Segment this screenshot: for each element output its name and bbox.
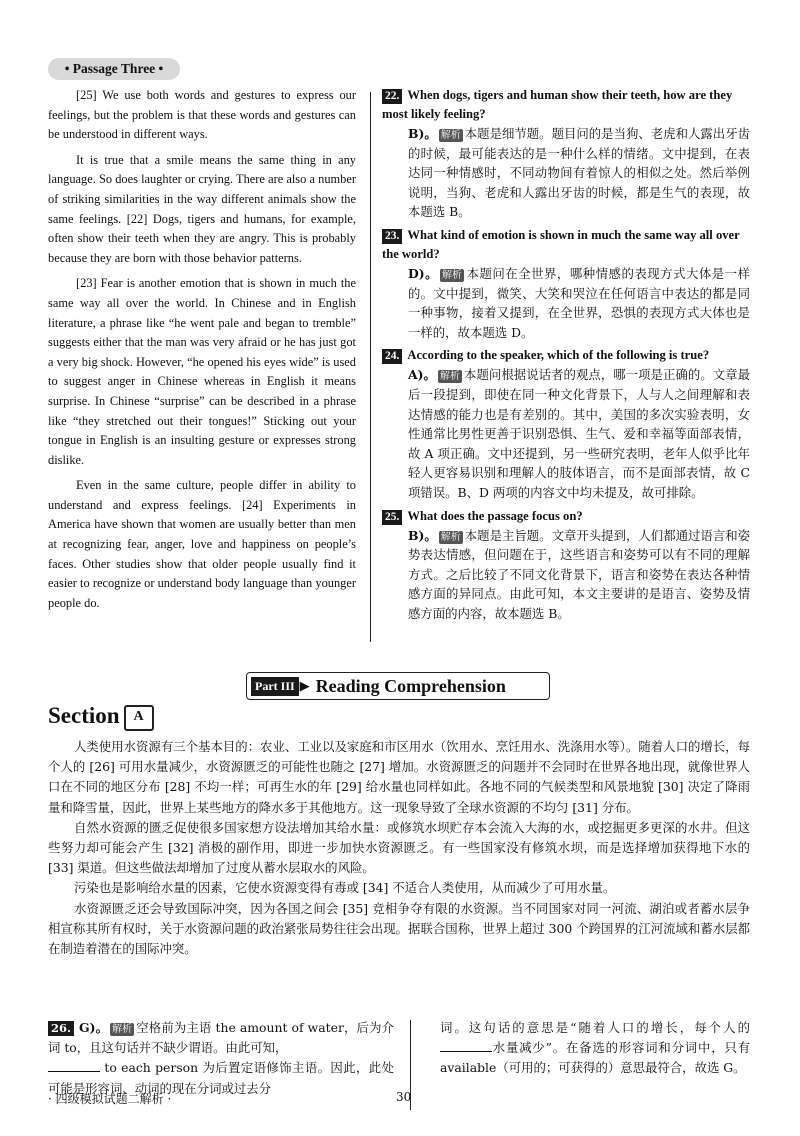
question-heading <box>382 346 750 365</box>
arrow-right-icon: ▶ <box>299 678 310 694</box>
question-heading <box>382 507 750 526</box>
question-text: According to the speaker, which of the following is true? <box>407 348 710 363</box>
passage-text <box>48 86 356 619</box>
explanation-text: 词。这句话的意思是“随着人口的增长，每个人的 <box>440 1020 750 1035</box>
answer-blank <box>440 1039 492 1052</box>
passage-tag: • Passage Three • <box>48 58 180 80</box>
question-text: When dogs, tigers and human show their teeth, how are they most likely feeling? <box>382 88 733 121</box>
explanation-text: 空格前为主语 the amount of water，后为介词 to，且这句话并不缺少谓语。由此可知， <box>48 1020 394 1056</box>
section-paragraph: 水资源匮乏还会导致国际冲突，因为各国之间会 [35] 竞相争夺有限的水资源。当不同国家对同一河流、湖泊或者蓄水层争相宣称其所有权时，关于水资源问题的政治紧张局势往往会出现。据联合国称，世界上超过 300 个跨国界的江河流域和蓄水层都在制造着潜在的国际冲突。 <box>48 900 750 957</box>
answer-letter: A)。 <box>408 367 436 383</box>
analysis-tag: 解析 <box>439 371 460 383</box>
answer-letter: B)。 <box>408 126 437 141</box>
part-title: Reading Comprehension <box>315 675 506 696</box>
footer-title: · 四级模拟试题二解析 · <box>48 1092 172 1106</box>
answer-explanation <box>382 124 750 222</box>
answer-letter: G)。 <box>79 1020 109 1035</box>
question-number: 26. <box>48 1021 74 1036</box>
answer-letter: B)。 <box>408 527 437 543</box>
passage-paragraph: Even in the same culture, people differ in ability to understand and express feelings. [24] Experiments in America have shown that women are usually better than men at recognizing fear, anger, love and happiness on people’s faces. Other studies show that older people usually find it easier to recognize or understand body language than younger people do. <box>48 478 356 610</box>
question-number: 22. <box>382 89 402 104</box>
analysis-tag: 解析 <box>112 1024 133 1035</box>
section-translation <box>48 737 750 959</box>
answer-explanation <box>382 365 750 502</box>
question-block <box>382 507 750 624</box>
section-paragraph: 污染也是影响给水量的因素，它使水资源变得有毒或 [34] 不适合人类使用，从而减少了可用水量。 <box>74 880 616 896</box>
question-number: 23. <box>382 229 402 244</box>
section-title <box>48 703 154 731</box>
answer-blank <box>48 1059 100 1072</box>
question-text: What does the passage focus on? <box>407 508 583 523</box>
answer-letter: D)。 <box>408 265 439 281</box>
column-divider <box>370 92 371 642</box>
analysis-tag: 解析 <box>442 269 463 281</box>
answer-explanation <box>382 526 750 624</box>
section-paragraph: 自然水资源的匮乏促使很多国家想方设法增加其给水量：或修筑水坝贮存本会流入大海的水，或挖掘更多更深的水井。但这些努力却可能会产生 [32] 消极的副作用，即进一步加快水资源匮乏。有一些国家没有修筑水坝，而是选择增加获得地下水的 [33] 渠道。但这些做法却增加了过度从蓄水层取水的风险。 <box>48 819 750 876</box>
section-letter-icon: A <box>124 705 154 731</box>
explanation-text: 本题是主旨题。文章开头提到，人们都通过语言和姿势表达情感，但问题在于，这些语言和姿势可以有不同的理解方式。之后比较了不同文化背景下，语言和姿势在表达各种情感方面的异同点。由此可知，本文主要讲的是语言、姿势及情感方面的内容，故本题选 B。 <box>408 527 750 621</box>
explanation-text: to each person 为后置定语修饰主语。因此，此处可能是形容词、动词的现在分词或过去分 <box>48 1060 394 1096</box>
question-heading <box>382 86 750 124</box>
solution-26-left <box>48 1018 394 1099</box>
question-number: 25. <box>382 510 402 525</box>
analysis-tag: 解析 <box>440 531 461 543</box>
question-text: What kind of emotion is shown in much the same way all over the world? <box>382 227 740 261</box>
explanation-text: 本题问在全世界，哪种情感的表现方式大体是一样的。文中提到，微笑、大笑和哭泣在任何语言中表达的都是同一种事物，接着又提到，在全世界，恐惧的表现方式大体也是一样的，故本题选 D。 <box>408 265 751 340</box>
question-number: 24. <box>382 349 402 364</box>
question-heading <box>382 226 750 264</box>
questions-column <box>382 86 750 627</box>
part-header <box>246 672 550 700</box>
section-title-text: Section <box>48 703 120 728</box>
explanation-text: 本题问根据说话者的观点，哪一项是正确的。文章最后一段提到，即使在同一种文化背景下，人与人之间理解和表达情感的能力也是有差别的。其中，美国的多次实验表明，女性通常比男性更善于识别恐惧、生气、爱和幸福等面部表情，故 A 项正确。文中还提到，另一些研究表明，老年人似乎比年轻人更容易识别和理解人的肢体语言，而不是面部表情，故 C 项错误。B、D 两项的内容文中均未提及，故可排除。 <box>408 367 751 500</box>
question-block <box>382 346 750 502</box>
solution-26-right <box>440 1018 750 1079</box>
passage-paragraph: [23] Fear is another emotion that is shown in much the same way all over the world. In Chinese and in English literature, a phrase like “he went pale and began to tremble” suggests either that the man was very afraid or he has just got a very big shock. However, “he opened his eyes wide” is used to suggest anger in Chinese whereas in English it means surprise. In Chinese “surprise” can be described in a phrase like “they stretched out their tongues!” Sticking out your tongue in English is an insulting gesture or expresses strong dislike. <box>48 276 356 467</box>
passage-paragraph: It is true that a smile means the same thing in any language. So does laughter or crying. There are also a number of striking similarities in the way different animals show the same feelings. [22] Dogs, tigers and humans, for example, often show their teeth when they are angry. This is probably because they are born with those behavior patterns. <box>48 152 356 265</box>
part-label: Part III <box>251 677 299 696</box>
analysis-tag: 解析 <box>440 130 461 141</box>
passage-paragraph: [25] We use both words and gestures to express our feelings, but the problem is that these words and gestures can be understood in different ways. <box>48 88 356 142</box>
section-paragraph: 人类使用水资源有三个基本目的：农业、工业以及家庭和市区用水（饮用水、烹饪用水、洗涤用水等）。随着人口的增长，每个人的 [26] 可用水量减少，水资源匮乏的可能性也随之 [27] 增加。水资源匮乏的问题并不会同时在世界各地出现，就像世界人口在不同的地区分布 [28] 不均一样；可再生水的年 [29] 给水量也同样如此。各地不同的气候类型和风景地貌 [30] 决定了降雨量和降雪量，因此，世界上某些地方的降水多于其他地方。这一现象导致了全球水资源的不均匀 [31] 分布。 <box>48 739 750 815</box>
answer-explanation <box>382 264 750 342</box>
question-block <box>382 226 750 342</box>
question-block <box>382 86 750 222</box>
explanation-text: 水量减少”。在备选的形容词和分词中，只有 available（可用的；可获得的）意思最符合，故选 G。 <box>440 1040 750 1076</box>
page-number: 30 <box>396 1090 412 1104</box>
explanation-text: 本题是细节题。题目问的是当狗、老虎和人露出牙齿的时候，最可能表达的是一种什么样的情绪。文中提到，在表达同一种情感时，不同动物间有着惊人的相似之处。然后举例说明，当狗、老虎和人露出牙齿的时候，都是生气的表现，故本题选 B。 <box>408 126 750 220</box>
